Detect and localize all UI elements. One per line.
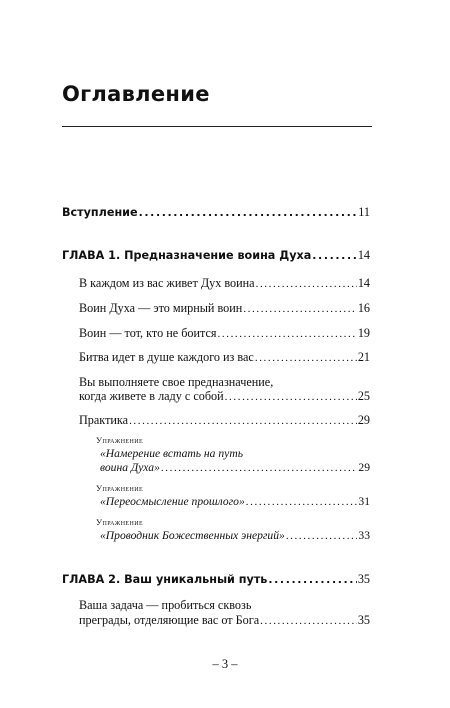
section-page: 35 bbox=[357, 613, 370, 627]
section-page: 16 bbox=[357, 301, 370, 315]
section-title-line-2: преграды, отделяющие вас от Бога bbox=[79, 613, 260, 627]
toc-chapter-1[interactable] bbox=[62, 248, 370, 263]
toc-section[interactable] bbox=[79, 350, 370, 366]
toc-section[interactable] bbox=[79, 613, 370, 629]
exercise-label: Упражнение bbox=[96, 517, 144, 527]
toc-entry-title: Вступление bbox=[62, 206, 138, 219]
toc-exercise[interactable] bbox=[100, 529, 370, 543]
dot-leader bbox=[268, 572, 356, 587]
section-title: В каждом из вас живет Дух воина bbox=[79, 276, 255, 290]
exercise-title-line-1: «Намерение встать на путь bbox=[100, 447, 243, 460]
exercise-page: 31 bbox=[358, 495, 370, 508]
exercise-page: 33 bbox=[358, 529, 370, 542]
page-number: – 3 – bbox=[212, 657, 238, 671]
toc-exercise[interactable] bbox=[100, 495, 370, 509]
section-page: 14 bbox=[357, 276, 370, 290]
dot-leader bbox=[161, 461, 358, 475]
section-page: 19 bbox=[357, 326, 370, 340]
section-page: 21 bbox=[357, 350, 370, 364]
toc-section[interactable] bbox=[79, 326, 370, 342]
toc-section[interactable] bbox=[79, 276, 370, 292]
exercise-title: «Проводник Божественных энергий» bbox=[100, 529, 285, 542]
section-page: 25 bbox=[357, 389, 370, 403]
section-page: 29 bbox=[357, 413, 370, 427]
toc-entry-intro[interactable] bbox=[62, 205, 370, 220]
dot-leader bbox=[243, 302, 357, 317]
dot-leader bbox=[286, 529, 358, 543]
chapter-title: ГЛАВА 1. Предназначение воина Духа bbox=[62, 249, 312, 262]
section-title: Воин Духа — это мирный воин bbox=[79, 301, 243, 315]
dot-leader bbox=[260, 614, 357, 629]
exercise-label: Упражнение bbox=[96, 435, 144, 445]
dot-leader bbox=[255, 351, 357, 366]
dot-leader bbox=[218, 327, 357, 342]
dot-leader bbox=[139, 205, 358, 220]
toc-section[interactable] bbox=[79, 301, 370, 317]
exercise-label: Упражнение bbox=[96, 483, 144, 493]
chapter-title: ГЛАВА 2. Ваш уникальный путь bbox=[62, 573, 268, 586]
toc-exercise[interactable] bbox=[100, 461, 370, 475]
toc-section[interactable] bbox=[79, 389, 370, 405]
dot-leader bbox=[256, 277, 357, 292]
exercise-title-line-2: воина Духа» bbox=[100, 461, 160, 474]
toc-chapter-2[interactable] bbox=[62, 572, 370, 587]
title-divider bbox=[62, 126, 372, 127]
section-title-line-2: когда живете в ладу с собой bbox=[79, 389, 224, 403]
dot-leader bbox=[246, 495, 358, 509]
section-title: Воин — тот, кто не боится bbox=[79, 326, 217, 340]
dot-leader bbox=[129, 414, 357, 429]
exercise-title: «Переосмысление прошлого» bbox=[100, 495, 245, 508]
toc-section-practice[interactable] bbox=[79, 413, 370, 429]
chapter-page: 14 bbox=[357, 248, 370, 262]
dot-leader bbox=[225, 390, 357, 405]
toc-entry-page: 11 bbox=[358, 205, 370, 219]
page-title: Оглавление bbox=[62, 82, 210, 106]
section-title-line-1: Вы выполняете свое предназначение, bbox=[79, 375, 274, 389]
exercise-page: 29 bbox=[358, 461, 370, 474]
dot-leader bbox=[312, 248, 357, 263]
section-title: Битва идет в душе каждого из вас bbox=[79, 350, 254, 364]
chapter-page: 35 bbox=[357, 572, 370, 586]
section-title: Практика bbox=[79, 413, 129, 427]
section-title-line-1: Ваша задача — пробиться сквозь bbox=[79, 598, 252, 612]
